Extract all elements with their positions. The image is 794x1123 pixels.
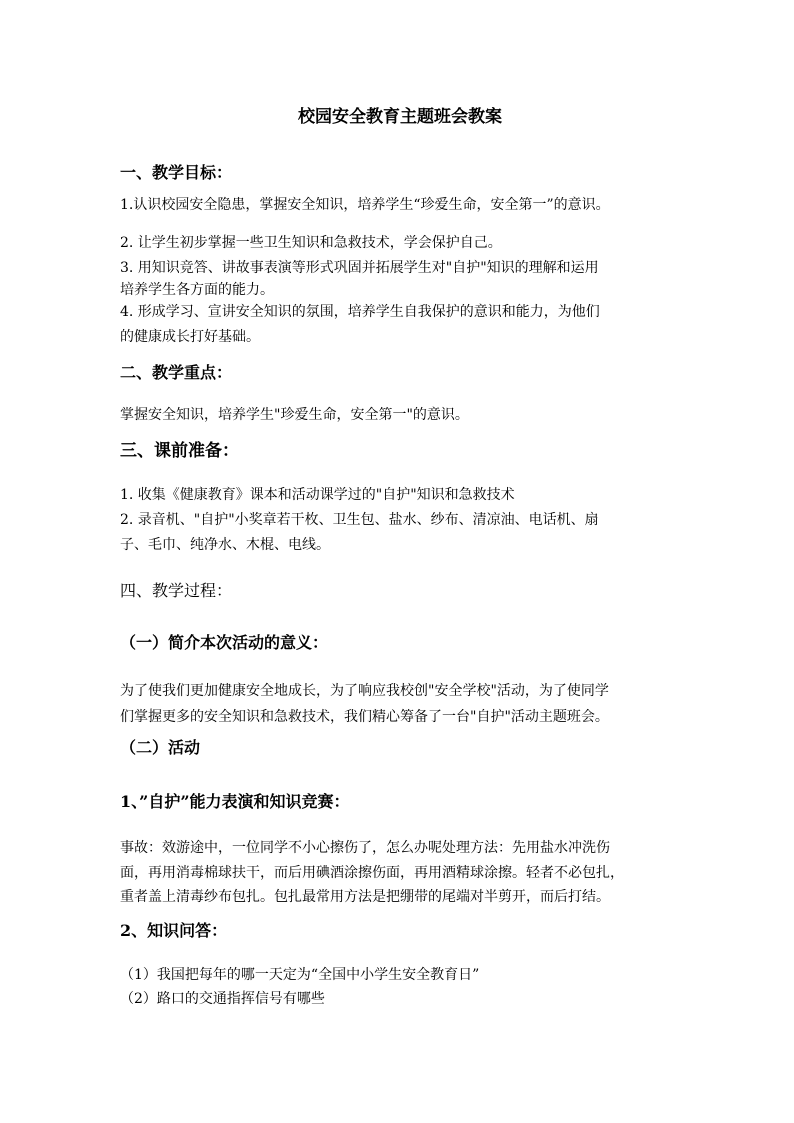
objective-item-3-line-1: 3. 用知识竞答、讲故事表演等形式巩固并拓展学生对"自护"知识的理解和运用: [120, 260, 599, 276]
intro-text-line-1: 为了使我们更加健康安全地成长，为了响应我校创"安全学校"活动，为了使同学: [120, 683, 609, 699]
quiz-question-1: （1）我国把每年的哪一天定为“全国中小学生安全教育日”: [120, 967, 480, 983]
objective-item-2: 2. 让学生初步掌握一些卫生知识和急救技术，学会保护自己。: [120, 235, 502, 251]
quiz-question-2: （2）路口的交通指挥信号有哪些: [120, 991, 325, 1007]
performance-text-line-3: 重者盖上清毒纱布包扎。包扎最常用方法是把绷带的尾端对半剪开，而后打结。: [120, 889, 610, 905]
objective-item-3-line-2: 培养学生各方面的能力。: [120, 282, 274, 298]
subsection-heading-intro: （一）简介本次活动的意义：: [120, 633, 329, 652]
section-heading-preparation: 三、课前准备：: [120, 441, 239, 461]
part-heading-performance: 1、”自护”能力表演和知识竞赛：: [120, 792, 350, 811]
objective-item-4-line-2: 的健康成长打好基础。: [120, 329, 260, 345]
objective-item-4-line-1: 4. 形成学习、宣讲安全知识的氛围，培养学生自我保护的意识和能力，为他们: [120, 304, 600, 320]
preparation-item-2-line-2: 子、毛巾、纯净水、木棍、电线。: [120, 537, 330, 553]
section-heading-process: 四、教学过程：: [120, 581, 233, 600]
objective-item-1: 1.认识校园安全隐患，掌握安全知识，培养学生“珍爱生命，安全第一”的意识。: [120, 197, 610, 213]
intro-text-line-2: 们掌握更多的安全知识和急救技术，我们精心筹备了一台"自护"活动主题班会。: [120, 709, 609, 725]
performance-text-line-1: 事故：效游途中，一位同学不小心擦伤了，怎么办呢处理方法：先用盐水冲洗伤: [120, 840, 610, 856]
performance-text-line-2: 面，再用消毒棉球扶干，而后用碘酒涂擦伤面，再用酒精球涂擦。轻者不必包扎，: [120, 865, 624, 881]
document-title: 校园安全教育主题班会教案: [298, 107, 502, 127]
subsection-heading-activity: （二）活动: [120, 738, 201, 757]
part-heading-quiz: 2、知识问答：: [120, 921, 228, 940]
section-heading-focus: 二、教学重点：: [120, 363, 233, 382]
preparation-item-1: 1. 收集《健康教育》课本和活动课学过的"自护"知识和急救技术: [120, 487, 515, 503]
preparation-item-2-line-1: 2. 录音机、"自护"小奖章若干枚、卫生包、盐水、纱布、清凉油、电话机、扇: [120, 512, 599, 528]
section-heading-objectives: 一、教学目标：: [120, 163, 233, 182]
focus-text: 掌握安全知识，培养学生"珍爱生命，安全第一"的意识。: [120, 407, 469, 423]
